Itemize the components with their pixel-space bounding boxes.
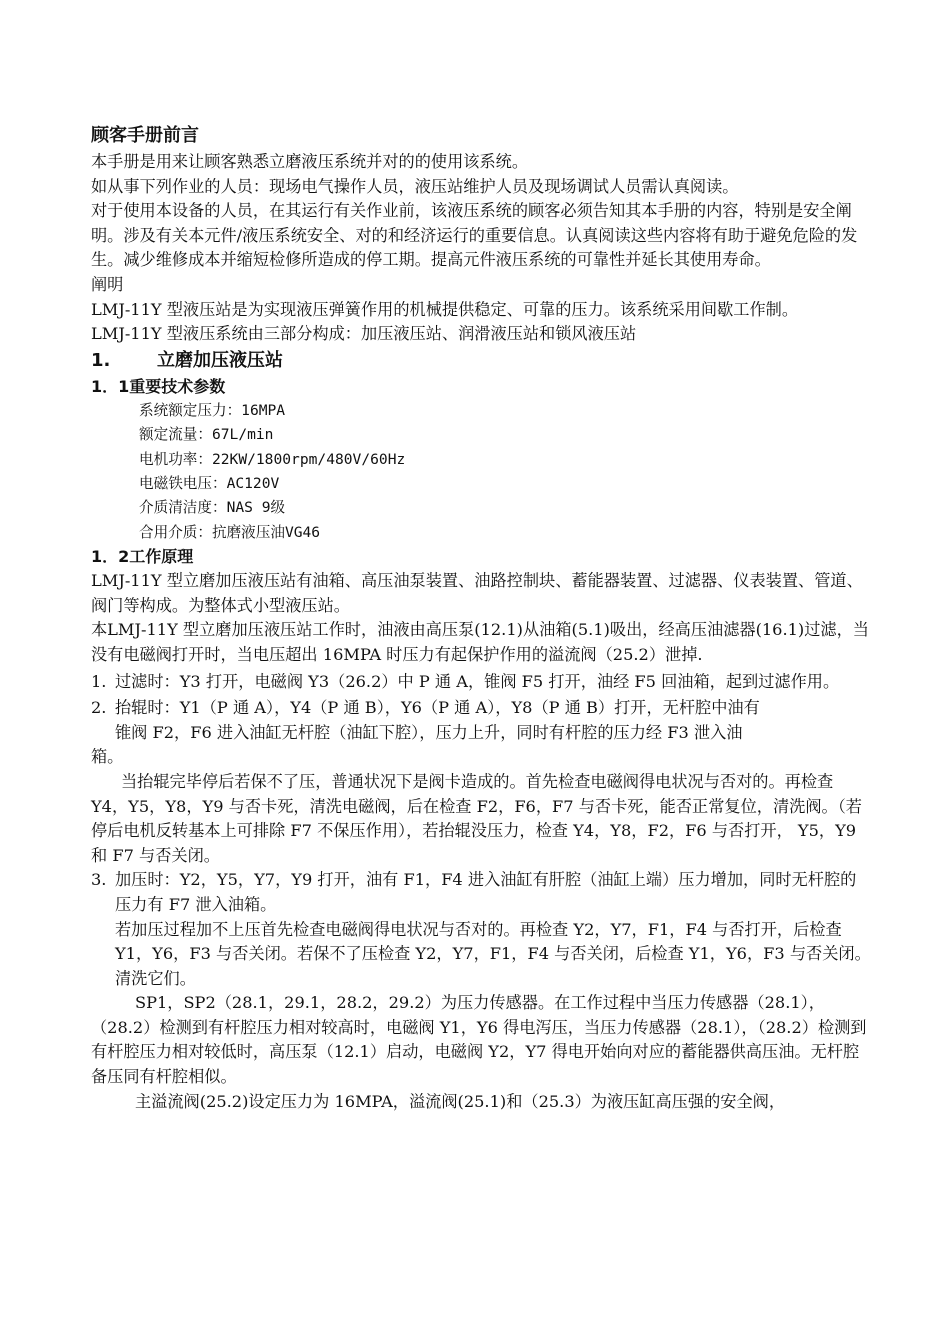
param-flow: 额定流量：67L/min (139, 426, 274, 444)
principle-paragraph-1: LMJ-11Y 型立磨加压液压站有油箱、高压油泵装置、油路控制块、蓄能器装置、过滤器、仪表装置、管道、阀门等构成。为整体式小型液压站。 (91, 571, 863, 615)
list-text: 过滤时：Y3 打开，电磁阀 Y3（26.2）中 P 通 A，锥阀 F5 打开，油经 F5 回油箱，起到过滤作用。 (115, 671, 840, 691)
intro-paragraph-1: 本手册是用来让顾客熟悉立磨液压系统并对的的使用该系统。 (91, 152, 529, 171)
note-paragraph-2: LMJ-11Y 型液压系统由三部分构成：加压液压站、润滑液压站和锁风液压站 (91, 324, 637, 344)
list-item-pressurize (91, 868, 871, 917)
list-text: 抬辊时：Y1（P 通 A），Y4（P 通 B），Y6（P 通 A），Y8（P 通 B）打开，无杆腔中油有 (115, 698, 760, 718)
param-motor-power: 电机功率：22KW/1800rpm/480V/60Hz (139, 450, 406, 468)
relief-valve-paragraph: 主溢流阀(25.2)设定压力为 16MPA，溢流阀(25.1)和（25.3）为液压缸高压强的安全阀， (135, 1091, 786, 1111)
param-cleanliness: 介质清洁度：NAS 9级 (139, 499, 286, 517)
list-text-continued: 锥阀 F2，F6 进入油缸无杆腔（油缸下腔），压力上升，同时有杆腔的压力经 F3 泄入油 (115, 722, 743, 742)
section-1-2-heading: 1．2工作原理 (91, 547, 194, 567)
list-text: 加压时：Y2，Y5，Y7，Y9 打开，油有 F1，F4 进入油缸有肝腔（油缸上端）压力增加，同时无杆腔的压力有 F7 泄入油箱。 (115, 870, 857, 914)
note-paragraph-1: LMJ-11Y 型液压站是为实现液压弹簧作用的机械提供稳定、可靠的压力。该系统采用间歇工作制。 (91, 299, 799, 319)
list-item-filter (91, 670, 871, 695)
param-solenoid-voltage: 电磁铁电压：AC120V (139, 474, 280, 492)
note-label: 阐明 (91, 274, 124, 294)
section-1-title: 立磨加压液压站 (157, 349, 283, 371)
list-item-lift-roller (91, 696, 871, 721)
page-title: 顾客手册前言 (91, 125, 199, 146)
section-1-heading (91, 347, 871, 375)
list-text-continued: 箱。 (91, 747, 124, 767)
list-number: 2. (91, 698, 107, 718)
lift-roller-note: 当抬辊完毕停后若保不了压，普通状况下是阀卡造成的。首先检查电磁阀得电状况与否对的。再检查 Y4，Y5，Y8，Y9 与否卡死，清洗电磁阀，后在检查 F2，F6，F7 与否卡死，能否正常复位，清洗阀。（若停后电机反转基本上可排除 F7 不保压作用），若抬辊没压力，检查 Y4，Y8，F2，F6 与否打开， Y5，Y9 和 F7 与否关闭。 (91, 771, 862, 865)
document-page (91, 118, 871, 1114)
list-number: 3. (91, 870, 107, 890)
param-pressure: 系统额定压力：16MPA (139, 401, 286, 419)
list-number: 1. (91, 671, 107, 691)
param-medium: 合用介质：抗磨液压油VG46 (139, 523, 321, 541)
section-1-1-heading: 1．1重要技术参数 (91, 376, 226, 396)
section-1-number: 1. (91, 349, 111, 371)
sensor-paragraph: SP1，SP2（28.1，29.1，28.2，29.2）为压力传感器。在工作过程中当压力传感器（28.1），（28.2）检测到有杆腔压力相对较高时，电磁阀 Y1，Y6 得电泻压，当压力传感器（28.1），（28.2）检测到有杆腔压力相对较低时，高压泵（12.1）启动，电磁阀 Y2，Y7 得电开始向对应的蓄能器供高压油。无杆腔备压同有杆腔相似。 (91, 993, 867, 1087)
intro-paragraph-2: 如从事下列作业的人员：现场电气操作人员，液压站维护人员及现场调试人员需认真阅读。 (91, 176, 739, 196)
pressurize-note: 若加压过程加不上压首先检查电磁阀得电状况与否对的。再检查 Y2，Y7，F1，F4 与否打开，后检查 Y1，Y6，F3 与否关闭。若保不了压检查 Y2，Y7，F1，F4 与否关闭，后检查 Y1，Y6，F3 与否关闭。清洗它们。 (115, 919, 871, 988)
principle-paragraph-2: 本LMJ-11Y 型立磨加压液压站工作时，油液由高压泵(12.1)从油箱(5.1)吸出，经高压油滤器(16.1)过滤，当没有电磁阀打开时，当电压超出 16MPA 时压力有起保护作用的溢流阀（25.2）泄掉. (91, 620, 869, 664)
intro-paragraph-3: 对于使用本设备的人员，在其运行有关作业前，该液压系统的顾客必须告知其本手册的内容，特别是安全阐明。涉及有关本元件/液压系统安全、对的和经济运行的重要信息。认真阅读这些内容将有助于避免危险的发生。减少维修成本并缩短检修所造成的停工期。提高元件液压系统的可靠性并延长其使用寿命。 (91, 201, 858, 270)
